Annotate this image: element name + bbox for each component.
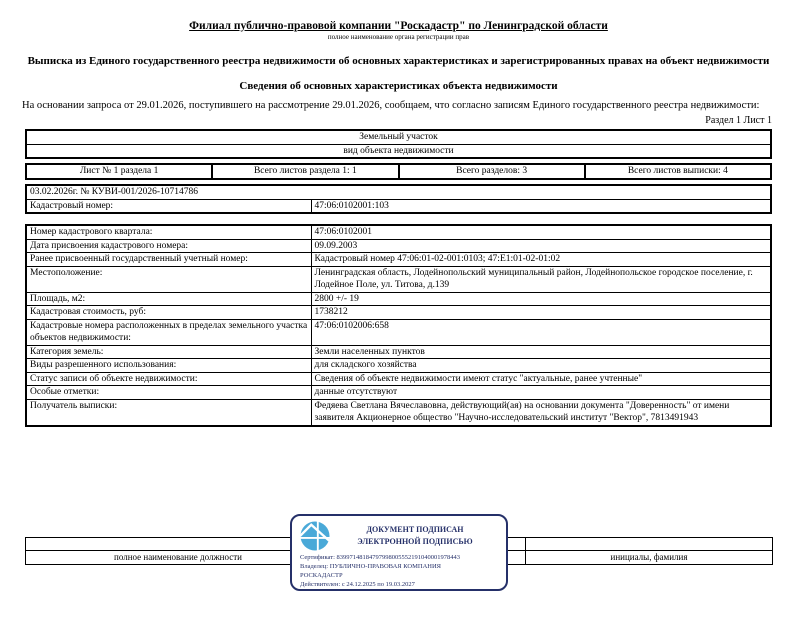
document-title: Выписка из Единого государственного реестра недвижимости об основных характеристиках и зарегистрированных правах на объект недвижимости	[27, 55, 770, 67]
detail-value: 09.09.2003	[311, 239, 771, 253]
stamp-title-line1: ДОКУМЕНТ ПОДПИСАН	[366, 525, 464, 534]
name-caption: инициалы, фамилия	[526, 551, 773, 565]
object-type-value: Земельный участок	[26, 130, 771, 144]
table-row	[26, 386, 771, 400]
table-row	[26, 319, 771, 345]
detail-label: Получатель выписки:	[26, 399, 311, 426]
section-page-label: Раздел 1 Лист 1	[705, 115, 772, 126]
request-line: На основании запроса от 29.01.2026, поступившего на рассмотрение 29.01.2026, сообщаем, что согласно записям Единого государственного реестра недвижимости:	[22, 100, 760, 111]
roskadastr-logo-icon	[300, 521, 330, 551]
stamp-owner: Владелец: ПУБЛИЧНО-ПРАВОВАЯ КОМПАНИЯ РОСКАДАСТР	[300, 563, 441, 579]
detail-value: Федяева Светлана Вячеславовна, действующий(ая) на основании документа "Доверенность" от имени заявителя Акционерное общество "Научно-исследовательский институт "Вектор", 7813491943	[311, 399, 771, 426]
detail-label: Кадастровая стоимость, руб:	[26, 306, 311, 320]
detail-label: Статус записи об объекте недвижимости:	[26, 372, 311, 386]
table-row	[26, 253, 771, 267]
detail-value: Кадастровый номер 47:06:01-02-001:0103; 47:Е1:01-02-01:02	[311, 253, 771, 267]
sheet-cell: Всего листов раздела 1: 1	[212, 164, 398, 179]
position-caption: полное наименование должности	[26, 551, 331, 565]
table-row	[26, 306, 771, 320]
table-row	[26, 345, 771, 359]
table-row	[26, 239, 771, 253]
cadastral-number-label: Кадастровый номер:	[26, 199, 311, 213]
detail-value: Сведения об объекте недвижимости имеют статус "актуальные, ранее учтенные"	[311, 372, 771, 386]
detail-value: Земли населенных пунктов	[311, 345, 771, 359]
details-table	[25, 224, 772, 427]
table-row	[26, 266, 771, 292]
registry-number-table	[25, 184, 772, 214]
table-row	[26, 359, 771, 373]
object-type-caption: вид объекта недвижимости	[26, 144, 771, 158]
detail-value: данные отсутствуют	[311, 386, 771, 400]
detail-value: 1738212	[311, 306, 771, 320]
section-title: Сведения об основных характеристиках объекта недвижимости	[239, 80, 558, 92]
detail-label: Площадь, м2:	[26, 292, 311, 306]
table-row	[26, 292, 771, 306]
detail-label: Особые отметки:	[26, 386, 311, 400]
detail-value: 2800 +/- 19	[311, 292, 771, 306]
sheets-table	[25, 163, 772, 180]
table-row	[26, 399, 771, 426]
stamp-validity: Действителен: с 24.12.2025 по 19.03.2027	[300, 581, 415, 588]
sheet-cell: Всего разделов: 3	[399, 164, 585, 179]
table-row	[26, 372, 771, 386]
sheet-cell: Всего листов выписки: 4	[585, 164, 771, 179]
stamp-certificate: Сертификат: 83997148184797998005552191040001978443	[300, 554, 461, 561]
detail-value: Ленинградская область, Лодейнопольский муниципальный район, Лодейнопольское городское поселение, г. Лодейное Поле, ул. Титова, д.139	[311, 266, 771, 292]
doc-number: 03.02.2026г. № КУВИ-001/2026-10714786	[26, 185, 771, 199]
detail-label: Дата присвоения кадастрового номера:	[26, 239, 311, 253]
sheet-cell: Лист № 1 раздела 1	[26, 164, 212, 179]
digital-signature-stamp	[290, 514, 508, 591]
detail-label: Виды разрешенного использования:	[26, 359, 311, 373]
detail-label: Местоположение:	[26, 266, 311, 292]
detail-label: Категория земель:	[26, 345, 311, 359]
cadastral-number-value: 47:06:0102001:103	[311, 199, 771, 213]
detail-value: для складского хозяйства	[311, 359, 771, 373]
table-row	[26, 225, 771, 239]
detail-value: 47:06:0102001	[311, 225, 771, 239]
detail-label: Номер кадастрового квартала:	[26, 225, 311, 239]
object-type-table	[25, 129, 772, 159]
stamp-title-line2: ЭЛЕКТРОННОЙ ПОДПИСЬЮ	[357, 537, 473, 546]
detail-label: Ранее присвоенный государственный учетный номер:	[26, 253, 311, 267]
org-title: Филиал публично-правовой компании "Роскадастр" по Ленинградской области	[189, 20, 608, 32]
detail-label: Кадастровые номера расположенных в пределах земельного участка объектов недвижимости:	[26, 319, 311, 345]
org-subtitle: полное наименование органа регистрации прав	[327, 33, 470, 41]
detail-value: 47:06:0102006:658	[311, 319, 771, 345]
